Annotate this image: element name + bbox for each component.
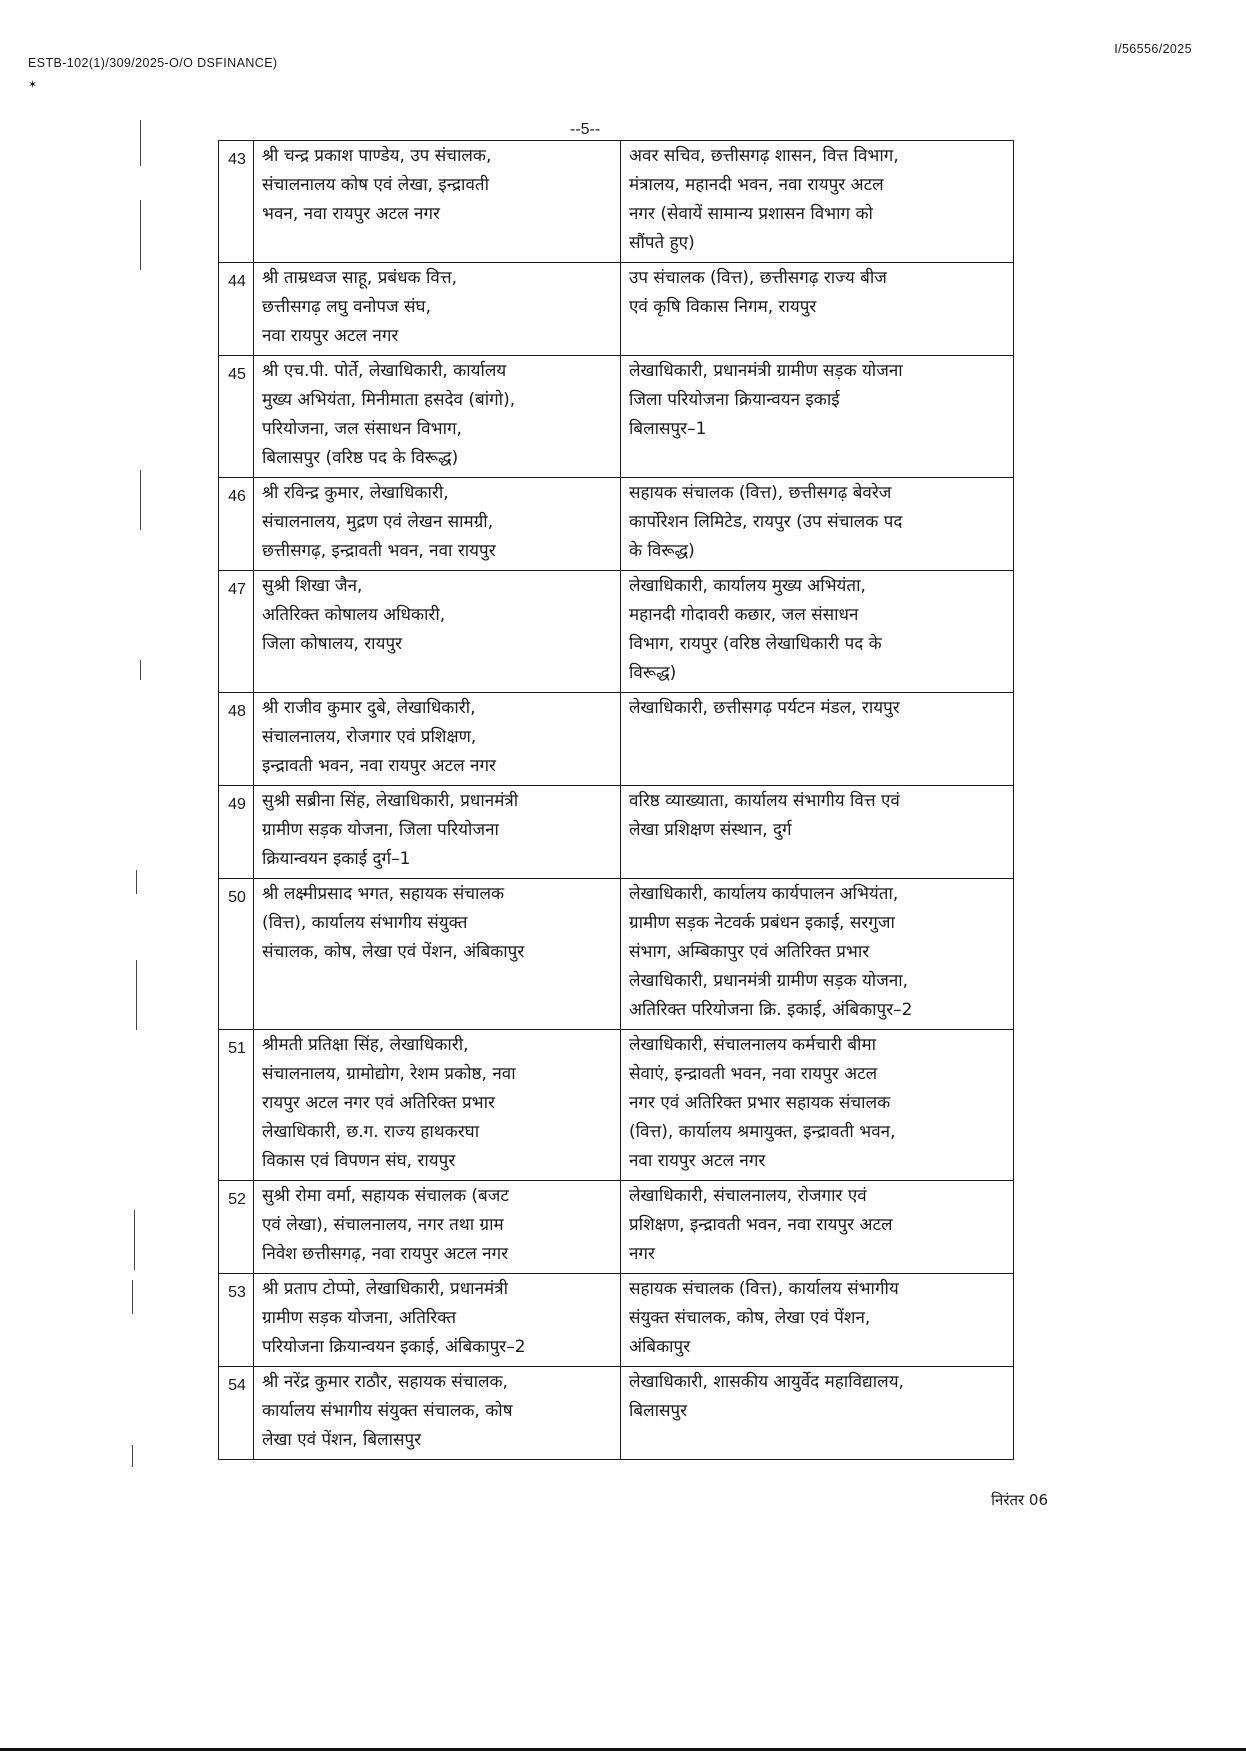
new-posting-line: विरूद्ध) (629, 663, 677, 683)
new-posting-line: के विरूद्ध) (629, 541, 695, 561)
current-posting-line: श्री चन्द्र प्रकाश पाण्डेय, उप संचालक, (262, 146, 492, 166)
current-posting-line: एवं लेखा), संचालनालय, नगर तथा ग्राम (262, 1215, 504, 1235)
current-posting-cell (254, 263, 621, 356)
serial-number: 45 (219, 356, 254, 478)
new-posting-cell (621, 693, 1014, 786)
current-posting-line: छत्तीसगढ़, इन्द्रावती भवन, नवा रायपुर (262, 541, 496, 561)
current-posting-line: विकास एवं विपणन संघ, रायपुर (262, 1151, 456, 1171)
current-posting-line: सुश्री रोमा वर्मा, सहायक संचालक (बजट (262, 1186, 509, 1206)
transfer-table (218, 140, 1014, 1460)
margin-mark (132, 1280, 133, 1314)
new-posting-line: संभाग, अम्बिकापुर एवं अतिरिक्त प्रभार (629, 942, 870, 962)
new-posting-line: लेखाधिकारी, संचालनालय, रोजगार एवं (629, 1186, 867, 1206)
current-posting-line: श्री नरेंद्र कुमार राठौर, सहायक संचालक, (262, 1372, 508, 1392)
new-posting-line: अवर सचिव, छत्तीसगढ़ शासन, वित्त विभाग, (629, 146, 899, 166)
new-posting-line: संयुक्त संचालक, कोष, लेखा एवं पेंशन, (629, 1308, 871, 1328)
scan-bottom-edge (0, 1748, 1246, 1751)
new-posting-line: लेखाधिकारी, कार्यालय कार्यपालन अभियंता, (629, 884, 899, 904)
current-posting-line: क्रियान्वयन इकाई दुर्ग–1 (262, 849, 411, 869)
current-posting-line: निवेश छत्तीसगढ़, नवा रायपुर अटल नगर (262, 1244, 509, 1264)
current-posting-line: मुख्य अभियंता, मिनीमाता हसदेव (बांगो), (262, 390, 516, 410)
current-posting-line: श्री रविन्द्र कुमार, लेखाधिकारी, (262, 483, 449, 503)
new-posting-line: लेखाधिकारी, प्रधानमंत्री ग्रामीण सड़क योजना, (629, 971, 909, 991)
current-posting-line: नवा रायपुर अटल नगर (262, 326, 399, 346)
current-posting-line: सुश्री शिखा जैन, (262, 576, 363, 596)
new-posting-line: विभाग, रायपुर (वरिष्ठ लेखाधिकारी पद के (629, 634, 882, 654)
current-posting-cell (254, 571, 621, 693)
serial-number: 47 (219, 571, 254, 693)
current-posting-line: सुश्री सब्रीना सिंह, लेखाधिकारी, प्रधानमंत्री (262, 791, 519, 811)
new-posting-line: सहायक संचालक (वित्त), कार्यालय संभागीय (629, 1279, 899, 1299)
current-posting-cell (254, 786, 621, 879)
current-posting-line: संचालनालय कोष एवं लेखा, इन्द्रावती (262, 175, 490, 195)
new-posting-line: वरिष्ठ व्याख्याता, कार्यालय संभागीय वित्त एवं (629, 791, 900, 811)
serial-number: 48 (219, 693, 254, 786)
table-row (219, 141, 1014, 263)
new-posting-line: नवा रायपुर अटल नगर (629, 1151, 766, 1171)
serial-number: 46 (219, 478, 254, 571)
new-posting-line: मंत्रालय, महानदी भवन, नवा रायपुर अटल (629, 175, 884, 195)
current-posting-line: रायपुर अटल नगर एवं अतिरिक्त प्रभार (262, 1093, 495, 1113)
table-row (219, 356, 1014, 478)
margin-mark (140, 200, 141, 270)
new-posting-line: लेखाधिकारी, कार्यालय मुख्य अभियंता, (629, 576, 866, 596)
current-posting-line: जिला कोषालय, रायपुर (262, 634, 403, 654)
serial-number: 53 (219, 1274, 254, 1367)
new-posting-line: लेखा प्रशिक्षण संस्थान, दुर्ग (629, 820, 792, 840)
serial-number: 50 (219, 879, 254, 1030)
table-row (219, 1274, 1014, 1367)
current-posting-line: श्री एच.पी. पोर्ते, लेखाधिकारी, कार्यालय (262, 361, 507, 381)
new-posting-line: नगर एवं अतिरिक्त प्रभार सहायक संचालक (629, 1093, 891, 1113)
table-row (219, 571, 1014, 693)
current-posting-line: ग्रामीण सड़क योजना, अतिरिक्त (262, 1308, 457, 1328)
current-posting-line: छत्तीसगढ़ लघु वनोपज संघ, (262, 297, 431, 317)
serial-number: 54 (219, 1367, 254, 1460)
current-posting-line: इन्द्रावती भवन, नवा रायपुर अटल नगर (262, 756, 496, 776)
current-posting-cell (254, 879, 621, 1030)
current-posting-line: संचालनालय, मुद्रण एवं लेखन सामग्री, (262, 512, 494, 532)
current-posting-line: श्री राजीव कुमार दुबे, लेखाधिकारी, (262, 698, 476, 718)
new-posting-cell (621, 879, 1014, 1030)
new-posting-line: लेखाधिकारी, प्रधानमंत्री ग्रामीण सड़क योजना (629, 361, 903, 381)
new-posting-line: सेवाएं, इन्द्रावती भवन, नवा रायपुर अटल (629, 1064, 878, 1084)
new-posting-cell (621, 356, 1014, 478)
current-posting-cell (254, 1030, 621, 1181)
new-posting-cell (621, 1181, 1014, 1274)
current-posting-line: संचालनालय, ग्रामोद्योग, रेशम प्रकोष्ठ, नवा (262, 1064, 516, 1084)
table-row (219, 1030, 1014, 1181)
current-posting-cell (254, 1274, 621, 1367)
current-posting-line: संचालक, कोष, लेखा एवं पेंशन, अंबिकापुर (262, 942, 525, 962)
table-row (219, 693, 1014, 786)
page-number: --5-- (570, 121, 601, 138)
current-posting-line: परियोजना क्रियान्वयन इकाई, अंबिकापुर–2 (262, 1337, 526, 1357)
new-posting-cell (621, 1274, 1014, 1367)
current-posting-cell (254, 141, 621, 263)
transfer-table-body (219, 141, 1014, 1460)
current-posting-line: भवन, नवा रायपुर अटल नगर (262, 204, 441, 224)
table-row (219, 263, 1014, 356)
new-posting-cell (621, 141, 1014, 263)
new-posting-line: सौंपते हुए) (629, 233, 695, 253)
margin-mark (136, 870, 137, 894)
current-posting-line: श्री प्रताप टोप्पो, लेखाधिकारी, प्रधानमंत्री (262, 1279, 508, 1299)
new-posting-line: लेखाधिकारी, संचालनालय कर्मचारी बीमा (629, 1035, 877, 1055)
current-posting-line: ग्रामीण सड़क योजना, जिला परियोजना (262, 820, 499, 840)
new-posting-line: बिलासपुर–1 (629, 419, 707, 439)
current-posting-cell (254, 356, 621, 478)
new-posting-line: एवं कृषि विकास निगम, रायपुर (629, 297, 817, 317)
current-posting-line: लेखा एवं पेंशन, बिलासपुर (262, 1430, 422, 1450)
continued-note: निरंतर 06 (991, 1491, 1048, 1509)
new-posting-line: सहायक संचालक (वित्त), छत्तीसगढ़ बेवरेज (629, 483, 892, 503)
table-row (219, 1181, 1014, 1274)
new-posting-line: बिलासपुर (629, 1401, 688, 1421)
new-posting-line: लेखाधिकारी, शासकीय आयुर्वेद महाविद्यालय, (629, 1372, 904, 1392)
margin-mark (136, 960, 137, 1030)
new-posting-cell (621, 263, 1014, 356)
margin-mark (140, 660, 141, 680)
new-posting-line: प्रशिक्षण, इन्द्रावती भवन, नवा रायपुर अटल (629, 1215, 893, 1235)
current-posting-cell (254, 478, 621, 571)
serial-number: 49 (219, 786, 254, 879)
file-reference: ESTB-102(1)/309/2025-O/O DSFINANCE) (28, 56, 278, 70)
new-posting-line: ग्रामीण सड़क नेटवर्क प्रबंधन इकाई, सरगुजा (629, 913, 895, 933)
new-posting-cell (621, 1030, 1014, 1181)
new-posting-cell (621, 786, 1014, 879)
new-posting-line: अतिरिक्त परियोजना क्रि. इकाई, अंबिकापुर–2 (629, 1000, 913, 1020)
current-posting-line: लेखाधिकारी, छ.ग. राज्य हाथकरघा (262, 1122, 480, 1142)
current-posting-cell (254, 693, 621, 786)
new-posting-line: नगर (सेवायें सामान्य प्रशासन विभाग को (629, 204, 873, 224)
margin-mark (140, 120, 141, 166)
table-row (219, 786, 1014, 879)
current-posting-cell (254, 1181, 621, 1274)
current-posting-line: कार्यालय संभागीय संयुक्त संचालक, कोष (262, 1401, 513, 1421)
table-row (219, 478, 1014, 571)
current-posting-line: परियोजना, जल संसाधन विभाग, (262, 419, 462, 439)
new-posting-cell (621, 1367, 1014, 1460)
new-posting-line: उप संचालक (वित्त), छत्तीसगढ़ राज्य बीज (629, 268, 887, 288)
new-posting-line: महानदी गोदावरी कछार, जल संसाधन (629, 605, 859, 625)
current-posting-line: श्री लक्ष्मीप्रसाद भगत, सहायक संचालक (262, 884, 505, 904)
serial-number: 51 (219, 1030, 254, 1181)
current-posting-line: श्री ताम्रध्वज साहू, प्रबंधक वित्त, (262, 268, 457, 288)
new-posting-line: जिला परियोजना क्रियान्वयन इकाई (629, 390, 840, 410)
margin-mark (134, 1210, 135, 1270)
current-posting-line: अतिरिक्त कोषालय अधिकारी, (262, 605, 446, 625)
new-posting-line: अंबिकापुर (629, 1337, 691, 1357)
reference-mark: ✶ (28, 78, 38, 91)
serial-number: 43 (219, 141, 254, 263)
document-number: I/56556/2025 (1114, 42, 1192, 56)
margin-mark (132, 1445, 133, 1467)
new-posting-cell (621, 571, 1014, 693)
table-row (219, 879, 1014, 1030)
current-posting-line: बिलासपुर (वरिष्ठ पद के विरूद्ध) (262, 448, 459, 468)
new-posting-line: (वित्त), कार्यालय श्रमायुक्त, इन्द्रावती भवन, (629, 1122, 896, 1142)
current-posting-line: (वित्त), कार्यालय संभागीय संयुक्त (262, 913, 468, 933)
current-posting-line: श्रीमती प्रतिक्षा सिंह, लेखाधिकारी, (262, 1035, 469, 1055)
new-posting-line: कार्पोरेशन लिमिटेड, रायपुर (उप संचालक पद (629, 512, 903, 532)
current-posting-line: संचालनालय, रोजगार एवं प्रशिक्षण, (262, 727, 477, 747)
margin-mark (140, 470, 141, 530)
new-posting-line: लेखाधिकारी, छत्तीसगढ़ पर्यटन मंडल, रायपुर (629, 698, 900, 718)
serial-number: 52 (219, 1181, 254, 1274)
current-posting-cell (254, 1367, 621, 1460)
new-posting-cell (621, 478, 1014, 571)
serial-number: 44 (219, 263, 254, 356)
new-posting-line: नगर (629, 1244, 655, 1264)
table-row (219, 1367, 1014, 1460)
